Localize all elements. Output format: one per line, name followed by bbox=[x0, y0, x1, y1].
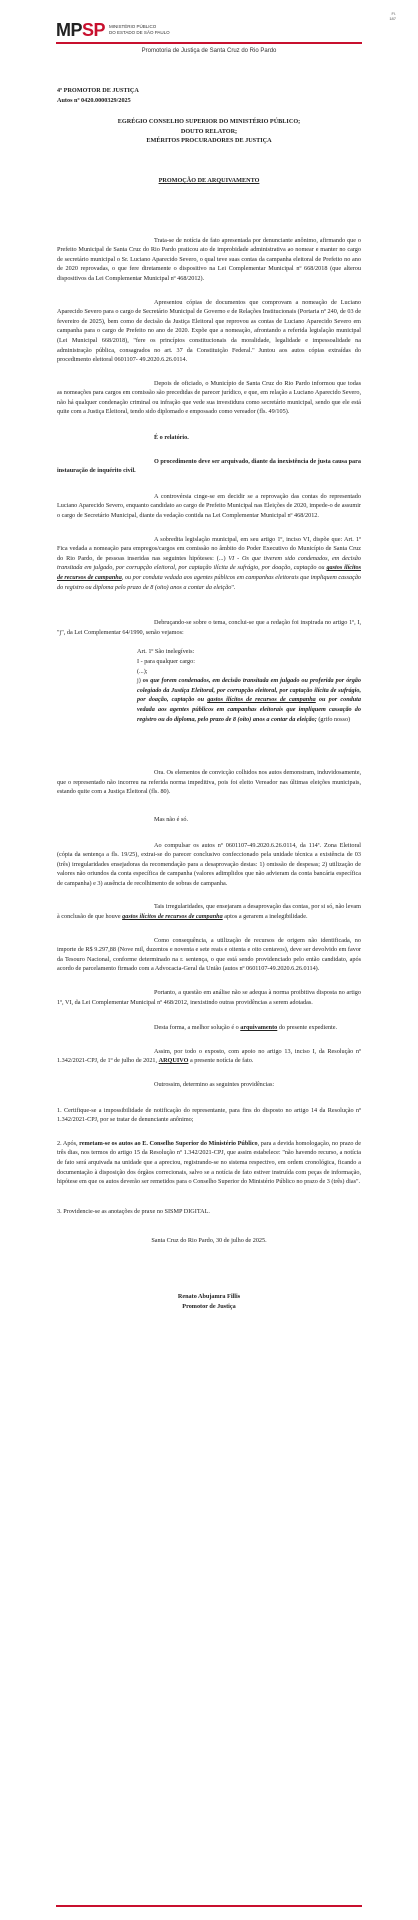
logo-line-2: DO ESTADO DE SÃO PAULO bbox=[109, 30, 170, 35]
logo-sp: SP bbox=[82, 20, 106, 40]
logo-text bbox=[109, 24, 170, 36]
paragraph-16: Outrossim, determino as seguintes providências: bbox=[154, 1081, 275, 1088]
provision-2 bbox=[57, 1139, 361, 1187]
logo-mark bbox=[56, 20, 105, 40]
document-title: PROMOÇÃO DE ARQUIVAMENTO bbox=[158, 176, 260, 184]
header-divider bbox=[56, 42, 362, 44]
logo-line-1: MINISTÉRIO PÚBLICO bbox=[109, 24, 157, 29]
p6-end: ". bbox=[231, 583, 236, 591]
signer-name: Renato Abujamra Fillis bbox=[177, 1292, 241, 1300]
paragraph-15 bbox=[57, 1047, 361, 1066]
p18-emphasis: remetam-se os autos ao E. Conselho Superior do Ministério Público bbox=[79, 1139, 258, 1147]
paragraph-2: Apresentou cópias de documentos que comprovam a nomeação de Luciano Aparecido Severo para o cargo de Secretário Municipal de Governo e de Relações Institucionais (Portaria nº 240, de 03 de fevereiro de 2025), bem como de decisão da Justiça Eleitoral que reprovou as contas de Luciano Aparecido Severo em campanha para o cargo de Prefeito no ano de 2020. Expõe que a nomeação, afrontando a referida legislação municipal (Lei Municipal 668/2018), "fere os princípios constitucionais da moralidade, legalidade e impessoalidade na administração pública, consagrados no art. 37 da Constituição Federal." Juntou aos autos cópias extraídas do procedimento eleitoral 0601107- 49.2020.6.26.0114. bbox=[57, 298, 361, 364]
quote-line-2: I - para qualquer cargo: bbox=[137, 657, 195, 665]
p15-emphasis: ARQUIVO bbox=[158, 1057, 189, 1065]
paragraph-7: Debruçando-se sobre o tema, conclui-se que a redação foi inspirada no artigo 1º, I, "j", da Lei Complementar 64/1990, senão vejamos: bbox=[57, 619, 361, 636]
footer-divider bbox=[56, 1905, 362, 1907]
p11-emphasis: gastos ilícitos de recursos de campanha bbox=[122, 913, 223, 921]
paragraph-9: Mas não é só. bbox=[154, 815, 189, 823]
paragraph-13: Portanto, a questão em análise não se adequa à norma proibitiva disposta no artigo 1º, VI, da Lei Complementar Municipal nº 468/2012, inexistindo outras providências a serem adotadas. bbox=[57, 989, 361, 1006]
p18-end: , para a devida homologação, no prazo de três dias, nos termos do artigo 15 da Resolução nº 1.342/2021-CPJ, que assim estabelece: "não havendo recurso, a notícia de fato será arquivada na unidade que a apreciou, registrando-se no sistema respectivo, em ordem cronológica, ficando a documentação à disposição dos órgãos correcionais, salvo se a notícia de fato estiver instruída com peças de informação, hipótese em que os autos deverão ser remetidos para o Conselho Superior do Ministério Público no prazo de 3 (três) dias". bbox=[57, 1139, 361, 1186]
q4-bold-2: ou por conduta vedada aos agentes públicos em campanhas eleitorais que impliquem cassação do registro ou do diploma, pelo prazo de 8 (oito) anos a contar da eleição; bbox=[137, 696, 361, 723]
paragraph-8: Ora. Os elementos de convicção colhidos nos autos demonstram, induvidosamente, que o representado não incorreu na referida norma impeditiva, pois foi eleito Vereador nas últimas eleições municipais, estando quite com a Justiça Eleitoral (fls. 80). bbox=[57, 769, 361, 796]
q4-emphasis: gastos ilícitos de recursos de campanha bbox=[207, 696, 316, 704]
paragraph-14 bbox=[57, 1023, 361, 1033]
p11-end: aptos a gerarem a inelegibilidade. bbox=[222, 913, 308, 921]
logo-mp: MP bbox=[56, 20, 82, 40]
address-line-1: EGRÉGIO CONSELHO SUPERIOR DO MINISTÉRIO PÚBLICO; bbox=[117, 118, 301, 126]
page-number: Fl. 187 bbox=[389, 11, 396, 21]
p6-text: A sobredita legislação municipal, em seu artigo 1º, inciso VI, dispõe que: Art. 1º Fica vedada a nomeação para empregos/cargos em comissão no âmbito do Poder Executivo do Município de Santa Cruz do Rio Pardo, de pessoas inseridas nas seguintes hipóteses: (...) bbox=[57, 535, 361, 562]
quote-block bbox=[137, 676, 361, 724]
p6-italic: VI - Os que tiverem sido condenados, em decisão transitada em julgado, por corrupção eleitoral, por captação ilícita de sufrágio, por doação, captação ou bbox=[57, 554, 361, 572]
provision-3: 3. Providencie-se as anotações de praxe no SISMP DIGITAL. bbox=[57, 1207, 210, 1215]
paragraph-10: Ao compulsar os autos nº 0601107-49.2020.6.26.0114, da 114ª. Zona Eleitoral (cópia da sentença a fls. 19/25), extrai-se do parecer conclusivo confeccionado pela unidade técnica a existência de 03 (três) irregularidades ensejadoras da recomendação para a desaprovação destas: 1) omissão de despesas; 2) utilização de valores não oriundos da conta específica de campanha (valores adimplidos que não advieram da conta bancária específica de campanha) e 3) ausência de recolhimento de sobras de campanha. bbox=[57, 841, 361, 887]
header-subtitle: Promotoria de Justiça de Santa Cruz do Rio Pardo bbox=[141, 48, 277, 54]
paragraph-6 bbox=[57, 535, 361, 593]
paragraph-11 bbox=[57, 902, 361, 921]
autos-number: Autos nº 0420.0000329/2025 bbox=[57, 96, 131, 104]
paragraph-1: Trata-se de notícia de fato apresentada por denunciante anônimo, afirmando que o Prefeito Municipal de Santa Cruz do Rio Pardo praticou ato de improbidade administrativa ao nomear e manter no cargo de secretário municipal o Sr. Luciano Aparecido Severo, o qual teve suas contas da campanha eleitoral de Prefeito no ano de 2020 reprovadas, o que fere diretamente o dispositivo na Lei Complementar Municipal nº 668/2018 (que alterou dispositivos da Lei Complementar Municipal nº 468/2012). bbox=[57, 236, 361, 282]
promotoria-label: 4º PROMOTOR DE JUSTIÇA bbox=[57, 87, 139, 94]
p6-emphasis: gastos ilícitos de recursos de campanha bbox=[57, 564, 361, 581]
paragraph-12: Como consequência, a utilização de recursos de origem não identificada, no importe de R$ 9.297,88 (Nove mil, duzentos e noventa e sete reais e oitenta e oito centavos), deve ser devolvido em favor da Tesouro Nacional, conforme determinado na r. sentença, o que está sendo providenciado pelo então candidato, após acordo de parcelamento firmado com a Advocacia-Geral da União (autos nº 0601107-49.2020.6.26.0114). bbox=[57, 936, 361, 973]
address-line-2: DOUTO RELATOR; bbox=[180, 127, 238, 135]
q4-note: (grifo nosso) bbox=[316, 715, 351, 723]
q4-prefix: j) bbox=[137, 677, 143, 685]
relatorio-heading: É o relatório. bbox=[154, 434, 189, 442]
p14-end: do presente expediente. bbox=[277, 1024, 338, 1032]
document-date: Santa Cruz do Rio Pardo, 30 de julho de 2025. bbox=[151, 1237, 267, 1245]
p6-italic-2: , ou por conduta vedada aos agentes públicos em campanhas eleitorais que impliquem cassação do registro ou diploma pelo prazo de 8 (oito) anos a contar da eleição bbox=[57, 574, 362, 591]
p14-text: Desta forma, a melhor solução é o bbox=[154, 1024, 241, 1032]
paragraph-conclusion: O procedimento deve ser arquivado, diante da inexistência de justa causa para instauração de inquérito civil. bbox=[57, 457, 361, 475]
p15-text: Assim, por todo o exposto, com apoio no artigo 13, inciso I, da Resolução nº 1.342/2021-CPJ, de 1º de julho de 2021, bbox=[57, 1047, 361, 1065]
document-header bbox=[56, 20, 362, 56]
paragraph-3: Depois de oficiado, o Município de Santa Cruz do Rio Pardo informou que todas as nomeações para cargos em comissão são precedidas de parecer jurídico, e que, em relação a Luciano Aparecido Severo, não há qualquer condenação criminal ou infração que vede sua investidura como secretário municipal, sendo que ele está quite com a Justiça Eleitoral, tendo sido diplomado e empossado como vereador (fls. 49/105). bbox=[57, 379, 361, 416]
address-line-3: EMÉRITOS PROCURADORES DE JUSTIÇA bbox=[146, 137, 272, 145]
signer-title: Promotor de Justiça bbox=[182, 1302, 236, 1310]
p14-emphasis: arquivamento bbox=[240, 1024, 278, 1032]
q4-bold: os que forem condenados, em decisão transitada em julgado ou proferida por órgão colegiado da Justiça Eleitoral, por corrupção eleitoral, por captação ilícita de sufrágio, por doação, captação ou bbox=[137, 677, 361, 704]
p18-text: 2. Após, bbox=[57, 1139, 80, 1147]
p11-text: Tais irregularidades, que ensejaram a desaprovação das contas, por si só, não levam à conclusão de que houve bbox=[57, 903, 361, 921]
p15-end: a presente notícia de fato. bbox=[188, 1057, 254, 1065]
provision-1: 1. Certifique-se a impossibilidade de notificação do representante, para fins do disposto no artigo 14 da Resolução nº 1.342/2021-CPJ, por se tratar de denunciante anônimo; bbox=[57, 1106, 361, 1124]
paragraph-5: A controvérsia cinge-se em decidir se a reprovação das contas do representado Luciano Aparecido Severo, enquanto candidato ao cargo de Prefeito Municipal nas Eleições de 2020, impede-o de assumir o cargo de Secretário Municipal, diante da vedação contida na Lei Complementar Municipal nº 468/2012. bbox=[57, 492, 361, 520]
quote-line-1: Art. 1º São inelegíveis: bbox=[137, 648, 195, 656]
document-body bbox=[57, 86, 361, 1311]
mpsp-logo bbox=[56, 20, 170, 40]
quote-line-3: (...); bbox=[137, 667, 148, 675]
